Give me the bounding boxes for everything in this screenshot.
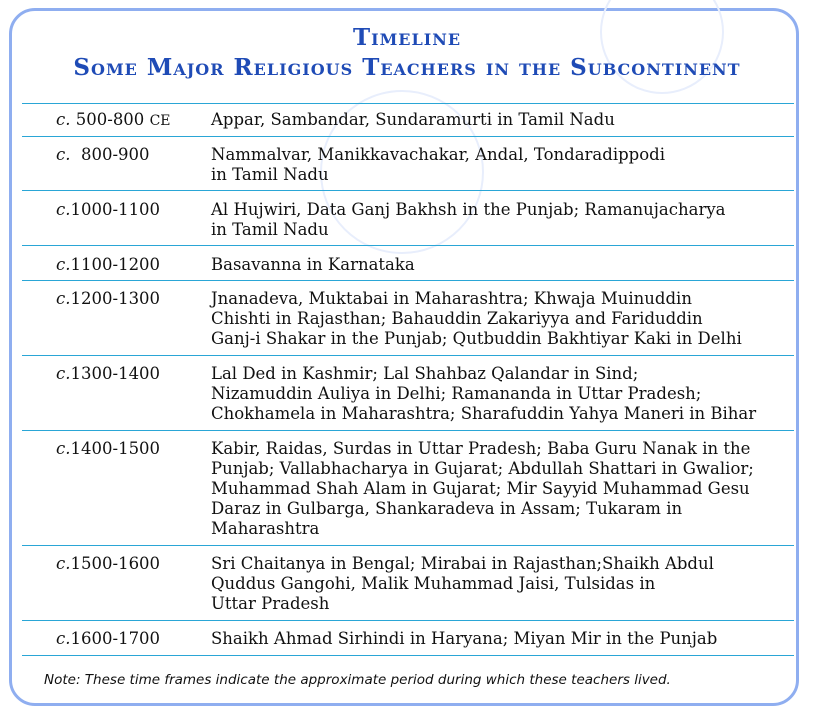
row-teachers: Shaikh Ahmad Sirhindi in Haryana; Miyan Mir in the Punjab bbox=[211, 629, 718, 648]
row-teachers: Jnanadeva, Muktabai in Maharashtra; Khwaja Muinuddin Chishti in Rajasthan; Bahauddin Zakariyya and Fariduddin Ganj-i Shakar in the Punjab; Qutbuddin Bakhtiyar Kaki in Delhi bbox=[211, 289, 742, 348]
row-teachers: Lal Ded in Kashmir; Lal Shahbaz Qalandar in Sind; Nizamuddin Auliya in Delhi; Ramananda in Uttar Pradesh; Chokhamela in Maharashtra; Sharafuddin Yahya Maneri in Bihar bbox=[211, 364, 757, 423]
divider bbox=[22, 620, 794, 621]
page-subtitle: Some Major Religious Teachers in the Subcontinent bbox=[73, 54, 741, 81]
row-teachers: Nammalvar, Manikkavachakar, Andal, Tondaradippodi in Tamil Nadu bbox=[211, 145, 665, 184]
row-date: c.1200-1300 bbox=[56, 289, 161, 308]
row-date: c.1600-1700 bbox=[56, 629, 161, 648]
divider bbox=[22, 103, 794, 104]
divider bbox=[22, 190, 794, 191]
row-date: c.1300-1400 bbox=[56, 364, 161, 383]
row-date: c.1400-1500 bbox=[56, 439, 161, 458]
footnote: Note: These time frames indicate the approximate period during which these teachers lived. bbox=[44, 672, 671, 688]
divider bbox=[22, 136, 794, 137]
divider bbox=[22, 280, 794, 281]
divider bbox=[22, 355, 794, 356]
row-teachers: Basavanna in Karnataka bbox=[211, 255, 415, 274]
row-date: c.1000-1100 bbox=[56, 200, 161, 219]
row-teachers: Appar, Sambandar, Sundaramurti in Tamil Nadu bbox=[211, 110, 615, 129]
row-teachers: Kabir, Raidas, Surdas in Uttar Pradesh; Baba Guru Nanak in the Punjab; Vallabhacharya in Gujarat; Abdullah Shattari in Gwalior; Muhammad Shah Alam in Gujarat; Mir Sayyid Muhammad Gesu Daraz in Gulbarga, Shankaradeva in Assam; Tukaram in Maharashtra bbox=[211, 439, 754, 538]
row-date: c.1500-1600 bbox=[56, 554, 161, 573]
divider bbox=[22, 430, 794, 431]
row-date: c. 500-800 CE bbox=[56, 110, 171, 129]
row-teachers: Al Hujwiri, Data Ganj Bakhsh in the Punjab; Ramanujacharya in Tamil Nadu bbox=[211, 200, 726, 239]
divider bbox=[22, 545, 794, 546]
row-teachers: Sri Chaitanya in Bengal; Mirabai in Rajasthan;Shaikh Abdul Quddus Gangohi, Malik Muhammad Jaisi, Tulsidas in Uttar Pradesh bbox=[211, 554, 714, 613]
row-date: c. 800-900 bbox=[56, 145, 150, 164]
page-title: Timeline bbox=[352, 24, 462, 51]
divider bbox=[22, 655, 794, 656]
divider bbox=[22, 245, 794, 246]
row-date: c.1100-1200 bbox=[56, 255, 161, 274]
